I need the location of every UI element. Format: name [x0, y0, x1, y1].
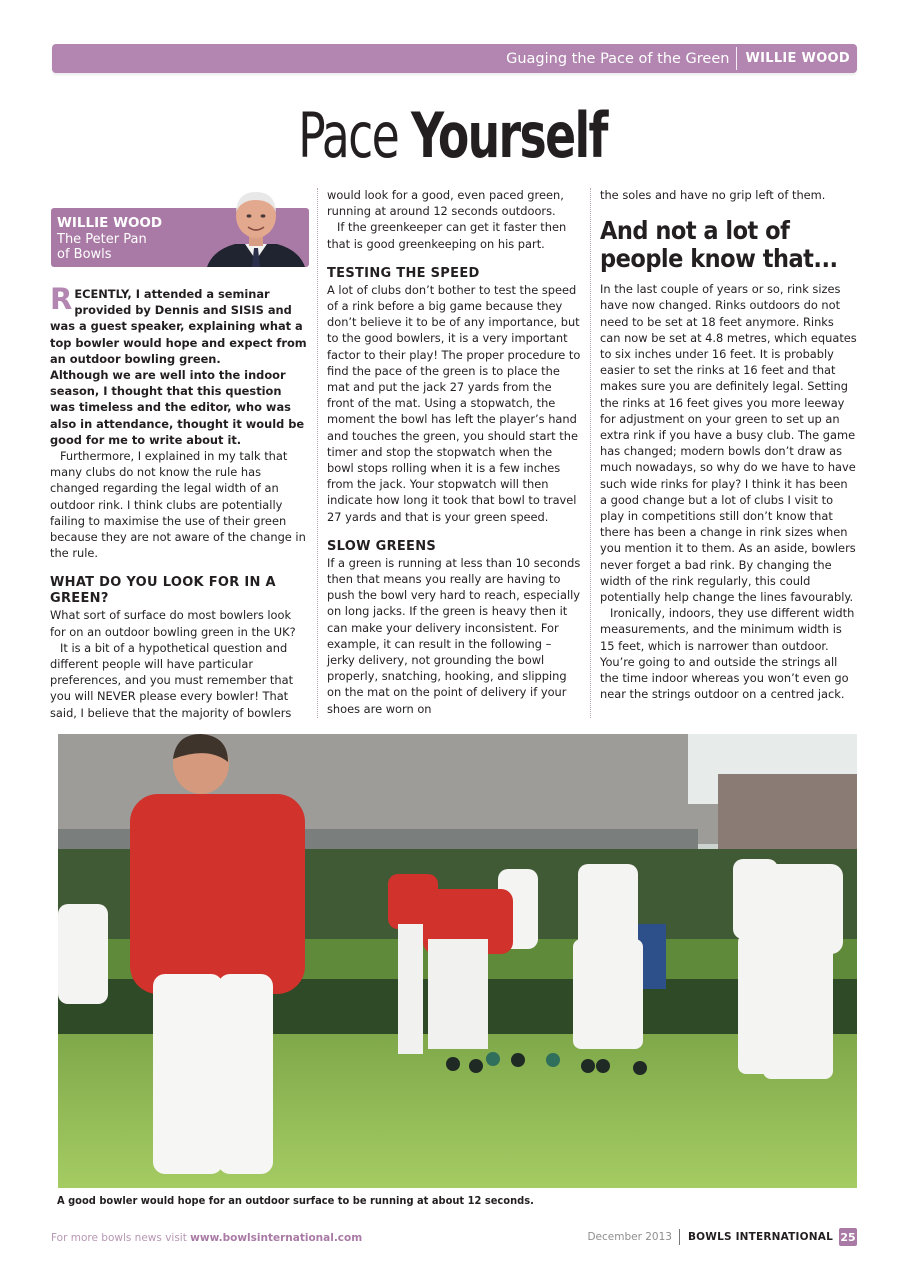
intro-paragraph-2: Although we are well into the indoor season, I thought that this question was timeless and the editor, who was also in attendance, thought it would be good for me to write about it.: [50, 368, 305, 447]
body-paragraph: What sort of surface do most bowlers look for on an outdoor bowling green in the UK?: [50, 608, 296, 639]
body-paragraph: If a green is running at less than 10 seconds then that means you really are having to push the bowl very hard to reach, especially on long jacks. If the green is heavy then it can make your delivery inconsistent. For example, it can result in the following – jerky delivery, not grounding the bowl properly, snatching, hooking, and slipping on the mat on the point of delivery if your shoes are worn on: [327, 555, 581, 716]
body-paragraph: It is a bit of a hypothetical question and different people will have particular preferences, and you must remember that you will NEVER please every bowler! That said, I believe that the majority of bowlers: [50, 640, 294, 720]
bowls-photo: [58, 734, 857, 1188]
author-portrait: [205, 188, 307, 267]
column-divider: [317, 188, 318, 718]
issue-date: December 2013: [587, 1231, 672, 1243]
headline-light: Pace: [298, 99, 399, 172]
section-title: Guaging the Pace of the Green: [506, 50, 730, 67]
headline-bold: Yourself: [411, 99, 607, 172]
pull-heading: [600, 217, 857, 273]
magazine-name: BOWLS INTERNATIONAL: [687, 1231, 833, 1243]
body-paragraph: would look for a good, even paced green, running at around 12 seconds outdoors.: [327, 188, 564, 219]
column-1: [50, 282, 308, 721]
footer-prefix: For more bowls news visit: [51, 1232, 191, 1244]
subheading-look-for: WHAT DO YOU LOOK FOR IN A GREEN?: [50, 575, 276, 607]
body-paragraph: A lot of clubs don’t bother to test the speed of a rink before a big game because they don’t believe it to be of any importance, but to the good bowlers, it is a very important factor to their play! The proper procedure to find the pace of the green is to place the mat and put the jack 27 yards from the front of the mat. Using a stopwatch, the moment the bowl has left the player’s hand and touches the green, you should start the timer and stop the stopwatch when the bowl stops rolling when it is a few inches from the jack. Your stopwatch will then indicate how long it took that bowl to travel 27 yards and that is your green speed.: [327, 282, 581, 524]
pull-heading-line2: people know that...: [600, 244, 838, 274]
byline-title-line2: of Bowls: [57, 247, 112, 262]
footer-right: [587, 1228, 857, 1246]
body-paragraph: the soles and have no grip left of them.: [600, 188, 826, 202]
subheading-slow-greens: SLOW GREENS: [327, 538, 437, 554]
column-3: [600, 187, 857, 702]
body-paragraph: Ironically, indoors, they use different width measurements, and the minimum width is 15 feet, which is narrower than outdoor. You’re going to and outside the strings all the time indoor whereas you won’t even go near the strings outdoor on a centred jack.: [600, 606, 855, 702]
byline-title-line1: The Peter Pan: [57, 232, 147, 247]
subheading-testing-speed: TESTING THE SPEED: [327, 265, 480, 281]
author-tag: WILLIE WOOD: [745, 51, 850, 66]
body-paragraph: In the last couple of years or so, rink sizes have now changed. Rinks outdoors do not need to be set at 18 feet anymore. Rinks can now be set at 4.8 metres, which equates to six inches under 16 feet. It is probably easier to set the rinks at 16 feet and that makes sure you are definitely legal. Setting the rinks at 16 feet gives you more leeway for adjustment on your green to set up an extra rink if you have a busy club. The game has changed; modern bowls don’t draw as much nowadays, so why do we have to have such wide rinks for play? I think it has been a good change but a lot of clubs I visit to play in competitions still don’t know that there has been a change in rink sizes when you mention it to them. As an aside, bowlers never forget a bad rink. By changing the width of the rink regularly, this could potentially help change the lines favourably.: [600, 282, 857, 605]
column-2: [327, 187, 581, 717]
photo-caption: A good bowler would hope for an outdoor surface to be running at about 12 seconds.: [57, 1194, 534, 1207]
header-divider: [736, 47, 737, 70]
body-paragraph: Furthermore, I explained in my talk that many clubs do not know the rule has changed regarding the legal width of an outdoor rink. I think clubs are potentially failing to maximise the use of their green because they are not aware of the change in the rule.: [50, 449, 306, 561]
section-header-bar: [52, 44, 857, 73]
drop-cap: R: [50, 282, 73, 316]
intro-paragraph: [50, 282, 308, 367]
column-divider: [590, 188, 591, 718]
article-headline: [81, 100, 823, 172]
byline-name: WILLIE WOOD: [57, 215, 163, 231]
pull-heading-line1: And not a lot of: [600, 216, 790, 246]
intro-text: ECENTLY, I attended a seminar provided by Dennis and SISIS and was a guest speaker, explaining what a top bowler would hope and expect from an outdoor bowling green.: [50, 287, 307, 366]
page-number: 25: [839, 1228, 857, 1246]
footer-url[interactable]: www.bowlsinternational.com: [190, 1232, 363, 1244]
footer-left: [51, 1232, 362, 1244]
byline-title: [57, 232, 177, 262]
body-paragraph: If the greenkeeper can get it faster then that is good greenkeeping on his part.: [327, 220, 567, 251]
